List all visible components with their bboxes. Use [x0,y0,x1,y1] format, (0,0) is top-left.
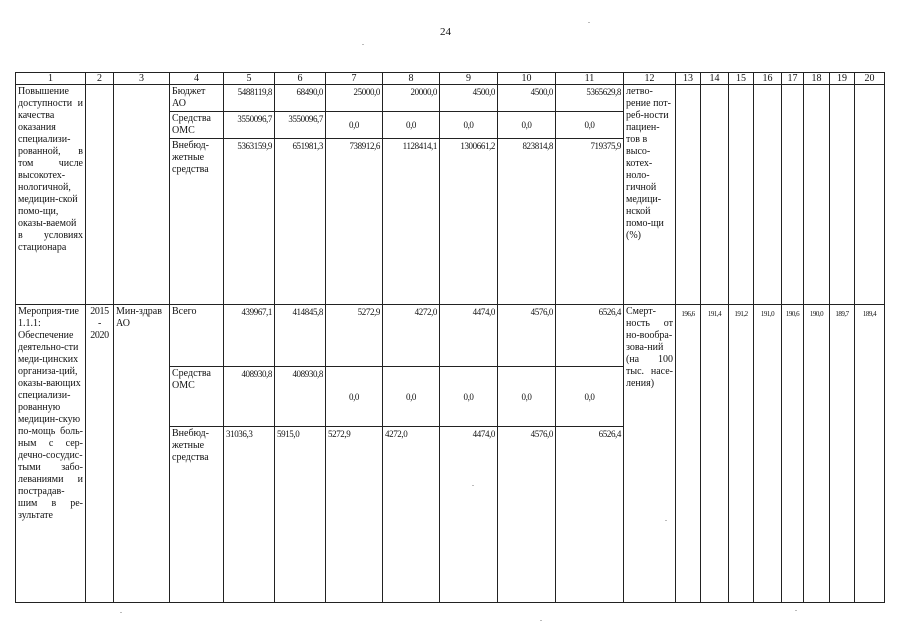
value-cell: 0,0 [498,367,556,427]
value-cell: 0,0 [498,112,556,139]
target-value-cell: 189,7 [830,305,855,603]
value-cell: 738912,6 [326,139,383,305]
value-cell: 1128414,1 [383,139,440,305]
table-row [16,85,885,112]
value-cell: 0,0 [440,367,498,427]
target-cell [701,85,729,305]
value-cell: 31036,3 [224,427,275,603]
task-name-cell: Повышение доступности и качества оказания специализи-рованной, в том числе высокотех-нологичной, медицин-ской помо-щи, оказы-ваемой в условиях стационара [16,85,86,305]
column-number: 1 [16,73,86,85]
value-cell: 4272,0 [383,427,440,603]
target-value-cell: 189,4 [855,305,885,603]
value-cell: 5915,0 [275,427,326,603]
value-cell: 20000,0 [383,85,440,112]
target-cell [830,85,855,305]
target-value-cell: 190,0 [804,305,830,603]
scan-speck [540,620,542,621]
value-cell: 0,0 [556,112,624,139]
scan-speck [120,612,122,613]
column-number: 13 [676,73,701,85]
target-value-cell: 196,6 [676,305,701,603]
value-cell: 4576,0 [498,427,556,603]
value-cell: 0,0 [326,112,383,139]
value-cell: 5272,9 [326,427,383,603]
target-cell [754,85,782,305]
value-cell: 823814,8 [498,139,556,305]
activity-name-cell: Мероприя-тие 1.1.1: Обеспечение деятельно-сти меди-цинских организа-ций, оказы-вающих специализи-рованную медицин-скую по-мощь боль-ным с сер-дечно-сосудис-тыми забо-леваниями и пострадав-шим в ре-зультате [16,305,86,603]
value-cell: 0,0 [383,367,440,427]
column-number: 9 [440,73,498,85]
table-row [16,305,885,367]
value-cell: 4474,0 [440,305,498,367]
value-cell: 439967,1 [224,305,275,367]
value-cell: 0,0 [440,112,498,139]
executor-cell [114,85,170,305]
column-number-row [16,73,885,85]
value-cell: 4272,0 [383,305,440,367]
column-number: 15 [729,73,754,85]
value-cell: 651981,3 [275,139,326,305]
target-value-cell: 191,2 [729,305,754,603]
column-number: 2 [86,73,114,85]
scan-speck [362,44,364,45]
value-cell: 719375,9 [556,139,624,305]
target-cell [804,85,830,305]
column-number: 18 [804,73,830,85]
target-value-cell: 191,0 [754,305,782,603]
column-number: 10 [498,73,556,85]
value-cell: 1300661,2 [440,139,498,305]
value-cell: 6526,4 [556,427,624,603]
years-cell [86,85,114,305]
value-cell: 4500,0 [498,85,556,112]
scan-speck [665,520,667,521]
value-cell: 0,0 [383,112,440,139]
target-cell [676,85,701,305]
funding-source-cell: Средства ОМС [170,112,224,139]
column-number: 20 [855,73,885,85]
value-cell: 5363159,9 [224,139,275,305]
column-number: 14 [701,73,729,85]
target-value-cell: 191,4 [701,305,729,603]
value-cell: 414845,8 [275,305,326,367]
funding-source-cell: Всего [170,305,224,367]
funding-source-cell: Внебюд-жетные средства [170,427,224,603]
funding-source-cell: Бюджет АО [170,85,224,112]
target-cell [855,85,885,305]
value-cell: 0,0 [326,367,383,427]
value-cell: 408930,8 [275,367,326,427]
indicator-cell: летво-рение пот-реб-ности пациен-тов в высо-котех-ноло-гичной медици-нской помо-щи (%) [624,85,676,305]
value-cell: 408930,8 [224,367,275,427]
scan-speck [472,485,474,486]
value-cell: 25000,0 [326,85,383,112]
scan-speck [795,610,797,611]
column-number: 5 [224,73,275,85]
target-cell [782,85,804,305]
value-cell: 6526,4 [556,305,624,367]
target-value-cell: 190,6 [782,305,804,603]
value-cell: 5272,9 [326,305,383,367]
target-cell [729,85,754,305]
column-number: 11 [556,73,624,85]
funding-source-cell: Средства ОМС [170,367,224,427]
value-cell: 68490,0 [275,85,326,112]
value-cell: 5488119,8 [224,85,275,112]
column-number: 19 [830,73,855,85]
column-number: 17 [782,73,804,85]
value-cell: 4576,0 [498,305,556,367]
value-cell: 4474,0 [440,427,498,603]
column-number: 6 [275,73,326,85]
executor-cell: Мин-здрав АО [114,305,170,603]
value-cell: 5365629,8 [556,85,624,112]
value-cell: 3550096,7 [275,112,326,139]
indicator-cell: Смерт-ность от но-вообра-зова-ний (на 100 тыс. насе-ления) [624,305,676,603]
value-cell: 3550096,7 [224,112,275,139]
column-number: 7 [326,73,383,85]
column-number: 16 [754,73,782,85]
column-number: 12 [624,73,676,85]
column-number: 4 [170,73,224,85]
years-cell: 2015 - 2020 [86,305,114,603]
column-number: 3 [114,73,170,85]
value-cell: 4500,0 [440,85,498,112]
page-number: 24 [440,26,451,38]
value-cell: 0,0 [556,367,624,427]
column-number: 8 [383,73,440,85]
funding-source-cell: Внебюд-жетные средства [170,139,224,305]
scan-speck [588,22,590,23]
program-table [15,72,885,603]
